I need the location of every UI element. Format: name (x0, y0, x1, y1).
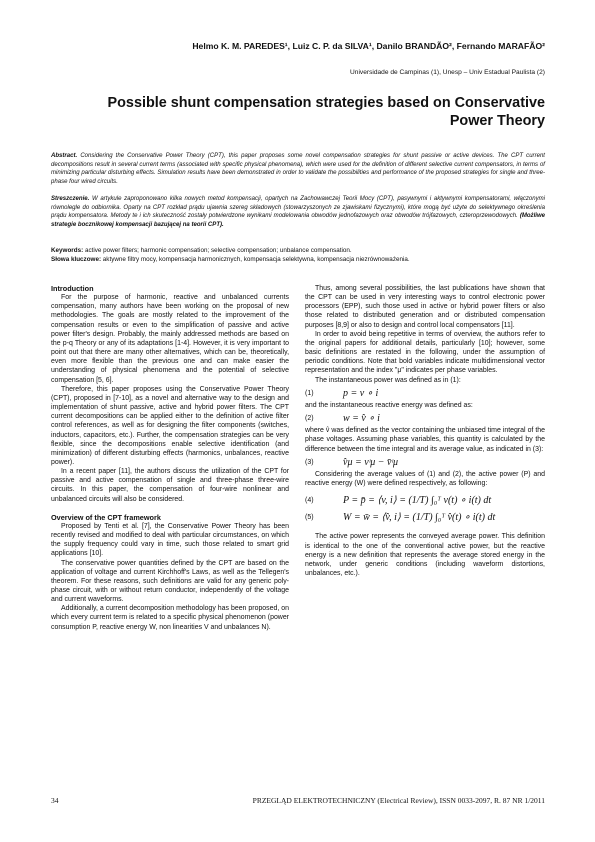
equation-2-expression: w = v̂ ∘ i (343, 413, 380, 425)
equation-4-number: (4) (305, 497, 314, 505)
equation-3-expression: v̂μ = vᶦμ − v̄ᶦμ (343, 456, 399, 468)
abstract (51, 152, 545, 186)
equation-2 (305, 414, 545, 423)
right-paragraph-4: and the instantaneous reactive energy was defined as: (305, 401, 473, 409)
right-paragraph-3: The instantaneous power was defined as in (1): (315, 376, 461, 384)
abstract-label: Abstract. (51, 153, 78, 159)
slowa-kluczowe (51, 256, 545, 265)
right-paragraph-5: where v̂ was defined as the vector containing the unbiased time integral of the phase voltages. Assuming phase variables, this quantity is calculated by the difference between the time integral and its average value, as indicated in (3): (305, 427, 545, 453)
affiliation-line: Universidade de Campinas (1), Unesp – Univ Estadual Paulista (2) (350, 69, 545, 76)
abstract-text: Considering the Conservative Power Theory (CPT), this paper proposes some novel compensation strategies for shunt passive or active devices. The CPT current decompositions result in several current terms (associated with specific physical phenomena), which were used for the definition of different selective current compensators, in terms of minimizing particular disturbing effects. Simulation results have been demonstrated in order to validate the possibilities and performance of the proposed strategies for single and three-phase four wired circuits. (51, 153, 545, 185)
equation-3 (305, 458, 545, 467)
keywords-label: Keywords: (51, 247, 84, 254)
equation-5-expression: W = w̄ = ⟨v̂, i⟩ = (1/T) ∫₀ᵀ v̂(t) ∘ i(t) dt (343, 512, 496, 524)
page-number: 34 (51, 796, 59, 805)
journal-citation: PRZEGLĄD ELEKTROTECHNICZNY (Electrical Review), ISSN 0033-2097, R. 87 NR 1/2011 (252, 796, 545, 805)
intro-heading: Introduction (51, 284, 94, 293)
right-paragraph-6: Considering the average values of (1) and (2), the active power (P) and reactive energy (W) were defined respectively, as following: (305, 470, 545, 487)
equation-5-number: (5) (305, 514, 314, 522)
intro-paragraph-3: In a recent paper [11], the authors discuss the utilization of the CPT for passive and active compensation of single and three-phase three-wire circuits. In this paper, the compensation of four-wire nonlinear and unbalanced circuits will also be considered. (51, 468, 289, 503)
paper-title: Possible shunt compensation strategies based on Conservative Power Theory (107, 95, 545, 129)
equation-1 (305, 389, 545, 398)
equation-1-number: (1) (305, 389, 314, 397)
equation-5 (305, 513, 545, 522)
slowa-label: Słowa kluczowe: (51, 256, 102, 263)
cpt-paragraph-2: The conservative power quantities defined by the CPT are based on the application of voltage and current Kirchhoff's Laws, as well as the Tellegen's theorem. For these reasons, such definitions are valid for any generic poly-phase circuit, with or without return conductor, independently of the voltage and current waveforms. (51, 559, 289, 604)
equation-4 (305, 496, 545, 505)
equation-4-expression: P = p̄ = ⟨v, i⟩ = (1/T) ∫₀ᵀ v(t) ∘ i(t) dt (343, 495, 492, 507)
intro-paragraph-1: For the purpose of harmonic, reactive and unbalanced currents compensation, many authors have been working on the proposal of new methodologies. The goals are mostly related to the improvement of the compensation results or even to the simplification of passive and active power filter's design. Probably, the mainly addressed methods are based on the p-q Theory or any of its adaptations [1-4]. However, it is very important to point out that there are many other alternatives, which can be, theoretically, even more flexible than the previous one and can make easier the understanding of physical phenomena and the potential of selective compensation [5, 6]. (51, 294, 289, 384)
streszczenie-text: W artykule zaproponowano kilka nowych metod kompensacji, opartych na Zachowawczej Teorii Mocy (CPT), pasywnymi i aktywnymi kompensatorami, włączonymi równolegle do odbiornika. Oparty na CPT rozkład prądu ujawnia szereg składowych (stowarzyszonych ze zjawiskami fizycznymi), które mogą być użyte do selektywnego określenia prądu kompensatora. Metody te i ich skuteczność zostały potwierdzone wynikami modelowania obwodów jednofazowych oraz obwodów trójfazowych, czteroprzewodowych. (51, 196, 545, 219)
right-paragraph-7: The active power represents the conveyed average power. This definition is identical to the one of the conventional active power, but the reactive energy is a new definition that represents the average stored energy in the network, under generic conditions (including waveform distortions, unbalances, etc.). (305, 533, 545, 578)
intro-paragraph-2: Therefore, this paper proposes using the Conservative Power Theory (CPT), proposed in [7-10], as a novel and alternative way to the design and implementation of shunt passive, active and hybrid power filters. The CPT current decompositions can be applied either to the definition of active filter control references, as well as for designing the filter components (switches, inductors, capacitors, etc.). Further, the compensation strategies can be very flexible, since the decompositions enable selective identification (and minimization) of different disturbing effects (harmonics, unbalances, reactive power). (51, 385, 289, 466)
slowa-text: aktywne filtry mocy, kompensacja harmonicznych, kompensacja selektywna, kompensacja niezrównoważenia. (101, 256, 410, 263)
keywords-text: active power filters; harmonic compensation; selective compensation; unbalance compensation. (83, 247, 352, 254)
cpt-paragraph-1: Proposed by Tenti et al. [7], the Conservative Power Theory has been recently revised and modified to deal with particular circumstances, on which the supply frequency could vary in time, such those related to smart grid applications [10]. (51, 522, 289, 558)
right-paragraph-2: In order to avoid being repetitive in terms of overview, the authors refer to the original papers for additional details, particularly [10]; however, some basic definitions are restated in the following, under the assumption of periodic conditions. Note that bold variables indicate multidimensional vector representation and the index "μ" indicates per phase variables. (305, 330, 545, 375)
cpt-heading: Overview of the CPT framework (51, 512, 161, 522)
streszczenie-bold: (Możliwe strategie bocznikowej kompensacji bazującej na teorii CPT). (51, 213, 546, 228)
streszczenie (51, 195, 545, 229)
right-paragraph-1: Thus, among several possibilities, the last publications have shown that the CPT can be used in very interesting ways to control electronic power processors (EPP), such those used in active or hybrid power filters or also those related to distributed generation and or distributed compensation purposes [8,9] or also to design and control local compensators [11]. (305, 285, 545, 329)
keywords (51, 247, 545, 256)
cpt-paragraph-3: Additionally, a current decomposition methodology has been proposed, on which every current term is related to a specific physical phenomenon (power consumption P, reactive energy W, non linearities V and unbalances N). (51, 605, 289, 631)
right-column (305, 284, 545, 578)
authors-line: Helmo K. M. PAREDES¹, Luiz C. P. da SILVA¹, Danilo BRANDÃO², Fernando MARAFÃO² (192, 41, 545, 51)
equation-2-number: (2) (305, 415, 314, 423)
equation-1-expression: p = v ∘ i (343, 387, 379, 399)
equation-3-number: (3) (305, 458, 314, 466)
left-column (51, 284, 289, 632)
streszczenie-label: Streszczenie. (51, 196, 90, 202)
